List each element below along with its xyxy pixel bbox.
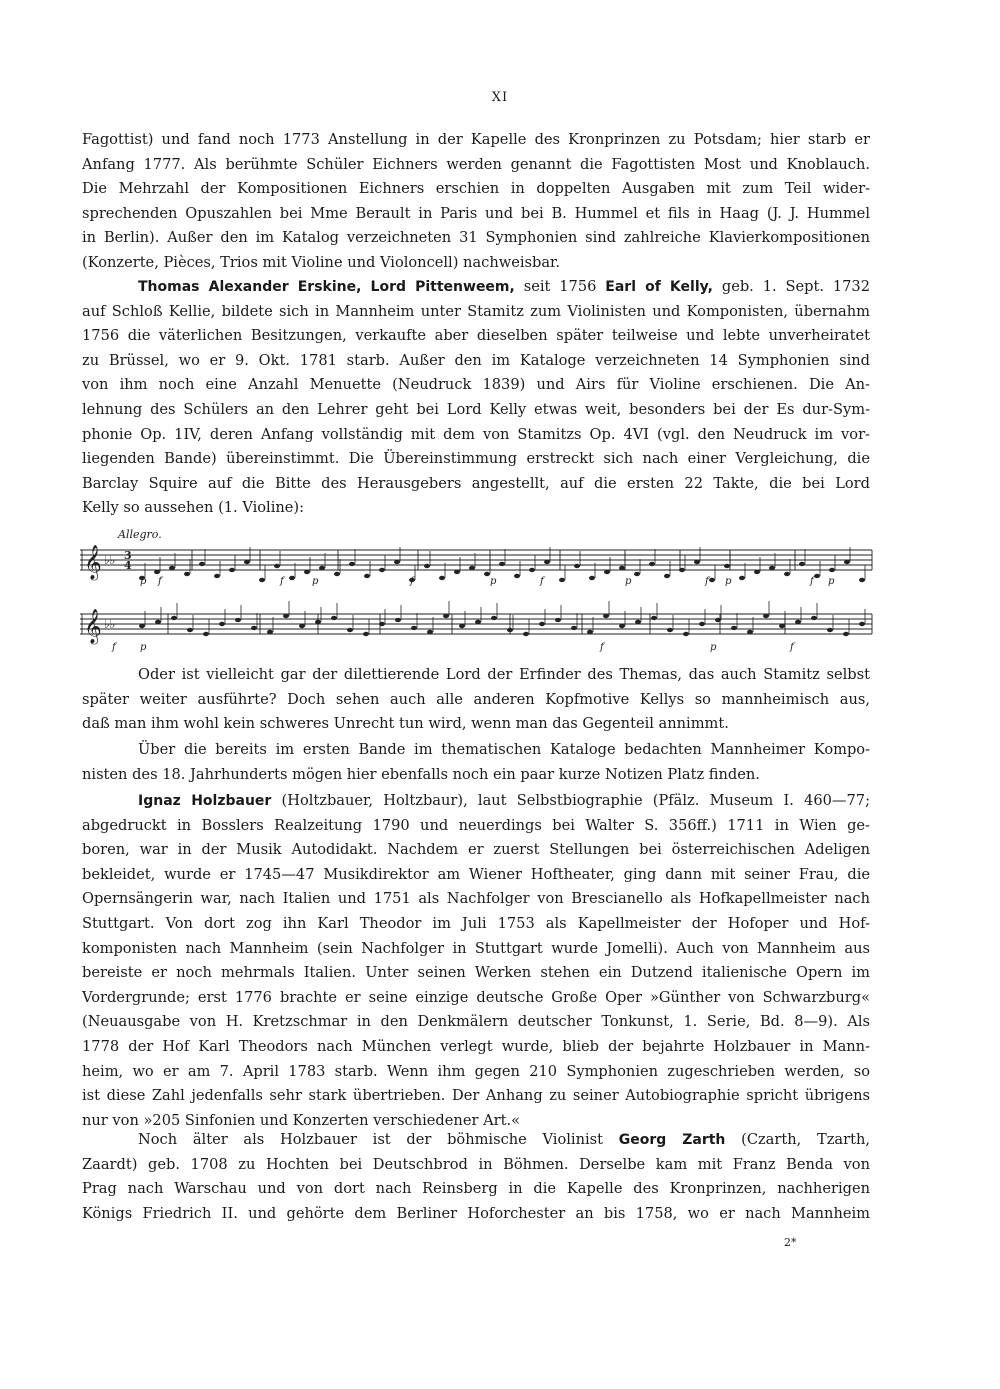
text-line: Barclay Squire auf die Bitte des Herausgebers angestellt, auf die ersten 22 Takte, die bei Lord [82,474,870,492]
note-head [649,562,655,566]
time-signature-icon: 4 [124,559,132,572]
text-line: ist diese Zahl jedenfalls sehr stark übertrieben. Der Anhang zu seiner Autobiographie spricht übrigens [82,1087,870,1105]
dynamic-mark: f [705,576,709,587]
text-line: später weiter ausführte? Doch sehen auch alle anderen Kopfmotive Kellys so mannheimisch aus, [82,690,870,708]
paragraph-eichner [82,128,870,276]
note-head [395,618,401,622]
note-head [604,570,610,574]
note-head [283,614,289,618]
note-head [304,570,310,574]
text-line: Kelly so aussehen (1. Violine): [82,499,305,517]
text-line: liegenden Bande) übereinstimmt. Die Übereinstimmung erstreckt sich nach einer Vergleichung, die [82,450,870,468]
text-line: auf Schloß Kellie, bildete sich in Mannheim unter Stamitz zum Violinisten und Komponisten, übernahm [82,302,870,320]
note-head [459,624,465,628]
dynamic-mark: p [490,576,497,587]
note-head [439,576,445,580]
note-head [619,624,625,628]
text-line: in Berlin). Außer den im Katalog verzeichneten 31 Symphonien sind zahlreiche Klavierkompositionen [82,229,870,247]
note-head [587,630,593,634]
text-line: bereiste er noch mehrmals Italien. Unter seinen Werken stehen ein Dutzend italienische Opern im [82,964,870,982]
text-line: Fagottist) und fand noch 1773 Anstellung in der Kapelle des Kronprinzen zu Potsdam; hier starb er [82,131,870,148]
dynamic-mark: f [280,576,284,587]
treble-clef-icon: 𝄞 [84,545,102,580]
note-head [219,622,225,626]
note-head [199,562,205,566]
text-line: von ihm noch eine Anzahl Menuette (Neudruck 1839) und Airs für Violine erschienen. Die An- [82,376,870,394]
note-head [267,630,273,634]
text-line: Königs Friedrich II. und gehörte dem Berliner Hoforchester an bis 1758, wo er nach Mannheim [82,1204,870,1222]
note-head [443,614,449,618]
note-head [475,620,481,624]
note-head [784,572,790,576]
note-head [289,576,295,580]
paragraph-zarth [82,1128,870,1226]
note-head [555,618,561,622]
note-head [747,630,753,634]
paragraph-dilettante [82,663,870,737]
text-fragment: seit 1756 [514,278,606,295]
note-head [651,616,657,620]
note-head [619,566,625,570]
dynamic-mark: f [810,576,814,587]
text-line: zu Brüssel, wo er 9. Okt. 1781 starb. Außer den im Kataloge verzeichneten 14 Symphonien sind [82,351,870,369]
note-head [319,566,325,570]
note-head [347,628,353,632]
note-head [539,622,545,626]
dynamic-mark: p [140,642,147,653]
note-head [454,570,460,574]
text-line: boren, war in der Musik Autodidakt. Nachdem er zuerst Stellungen bei österreichischen Adeligen [82,841,870,859]
note-head [754,570,760,574]
text-fragment: (Holtzbauer, Holtzbaur), laut Selbstbiographie (Pfälz. Museum I. 460—77; [271,792,870,809]
note-head [334,572,340,576]
note-head [411,626,417,630]
note-head [699,622,705,626]
note-head [769,566,775,570]
dynamic-mark: f [158,576,162,587]
note-head [523,632,529,636]
note-head [184,572,190,576]
text-line: Oder ist vielleicht gar der dilettierende Lord der Erfinder des Themas, das auch Stamitz selbst [138,666,870,683]
dynamic-mark: p [312,576,319,587]
text-line: Prag nach Warschau und von dort nach Reinsberg in die Kapelle des Kronprinzen, nachherigen [82,1180,870,1198]
dynamic-markings [111,576,835,653]
note-head [214,574,220,578]
text-line: sprechenden Opuszahlen bei Mme Berault in Paris und bei B. Hummel et fils in Haag (J. J. Hummel [82,204,870,222]
paragraph-holzbauer [82,789,870,1133]
note-head [574,564,580,568]
time-signature-icon: 3 [124,549,132,562]
note-head [514,574,520,578]
text-line: Opernsängerin war, nach Italien und 1751 als Nachfolger von Brescianello als Hofkapellmeister nach [82,890,870,908]
note-head [331,616,337,620]
text-fragment: Noch älter als Holzbauer ist der böhmische Violinist [138,1131,619,1148]
note-head [491,616,497,620]
text-line: Über die bereits im ersten Bande im thematischen Kataloge bedachten Mannheimer Kompo- [138,741,870,758]
note-head [259,578,265,582]
note-head [779,624,785,628]
paragraph-erskine [82,275,870,521]
note-head [724,564,730,568]
note-head [859,622,865,626]
note-head [811,616,817,620]
text-line: (Konzerte, Pièces, Trios mit Violine und Violoncell) nachweisbar. [82,253,561,271]
text-line: Stuttgart. Von dort zog ihn Karl Theodor im Juli 1753 als Kapellmeister der Hofoper und Hof- [82,914,870,932]
note-head [544,560,550,564]
note-head [589,576,595,580]
note-head [795,620,801,624]
dynamic-mark: f [112,642,116,653]
note-head [571,626,577,630]
text-line: Zaardt) geb. 1708 zu Hochten bei Deutschbrod in Böhmen. Derselbe kam mit Franz Benda von [82,1155,870,1173]
note-head [799,562,805,566]
composer-name-erskine: Thomas Alexander Erskine, Lord Pittenweem, [138,279,515,295]
note-head [315,620,321,624]
note-head [274,564,280,568]
dynamic-mark: p [625,576,632,587]
note-head [379,568,385,572]
paragraph-mannheim [82,738,870,787]
composer-name-holzbauer: Ignaz Holzbauer [138,793,272,809]
note-head [155,620,161,624]
dynamic-mark: f [600,642,604,653]
text-line: komponisten nach Mannheim (sein Nachfolger in Stuttgart wurde Jomelli). Auch von Mannheim aus [82,939,870,957]
note-head [507,628,513,632]
dynamic-mark: p [725,576,732,587]
text-line: daß man ihm wohl kein schweres Unrecht tun wird, wenn man das Gegenteil annimmt. [82,715,729,733]
note-head [299,624,305,628]
text-line: nur von »205 Sinfonien und Konzerten verschiedener Art.« [82,1111,521,1129]
note-head [244,560,250,564]
dynamic-mark: p [710,642,717,653]
key-signature-icon: ♭♭ [104,553,116,567]
staff-1 [80,550,872,570]
text-fragment: geb. 1. Sept. 1732 [712,278,870,295]
text-line [82,275,870,300]
note-head [715,618,721,622]
note-head [424,564,430,568]
text-line: Die Mehrzahl der Kompositionen Eichners erschien in doppelten Ausgaben mit zum Teil wider- [82,180,870,198]
note-head [363,632,369,636]
note-head [203,632,209,636]
note-head [139,624,145,628]
note-head [427,630,433,634]
text-line: 1778 der Hof Karl Theodors nach München verlegt wurde, blieb der bejahrte Holzbauer in Mann- [82,1037,870,1055]
text-line: nisten des 18. Jahrhunderts mögen hier ebenfalls noch ein paar kurze Notizen Platz finden. [82,765,760,783]
note-head [709,578,715,582]
note-head [694,560,700,564]
note-head [171,616,177,620]
tempo-marking: Allegro. [118,528,162,541]
note-head [379,622,385,626]
note-head [731,626,737,630]
text-line: lehnung des Schülers an den Lehrer geht bei Lord Kelly etwas weit, besonders bei der Es dur-Sym- [82,400,870,418]
text-line: bekleidet, wurde er 1745—47 Musikdirektor am Wiener Hoftheater, ging dann mit seiner Frau, die [82,865,870,883]
note-head [679,568,685,572]
signature-mark: 2* [784,1236,797,1249]
music-score [80,528,880,663]
dynamic-mark: p [828,576,835,587]
text-line: heim, wo er am 7. April 1783 starb. Wenn ihm gegen 210 Symphonien zugeschrieben werden, so [82,1062,870,1080]
note-head [635,620,641,624]
key-signature-icon: ♭♭ [104,617,116,631]
note-head [469,566,475,570]
text-line: Vordergrunde; erst 1776 brachte er seine einzige deutsche Große Oper »Günther von Schwarzburg« [82,988,870,1006]
note-head [667,628,673,632]
note-head [664,574,670,578]
text-line: (Neuausgabe von H. Kretzschmar in den Denkmälern deutscher Tonkunst, 1. Serie, Bd. 8—9). Als [82,1013,870,1031]
note-head [169,566,175,570]
note-head [829,568,835,572]
text-line [82,1128,870,1153]
note-head [187,628,193,632]
note-head [763,614,769,618]
text-fragment: (Czarth, Tzarth, [725,1131,870,1148]
dynamic-mark: f [540,576,544,587]
note-head [739,576,745,580]
title-earl-of-kelly: Earl of Kelly, [605,279,713,295]
composer-name-zarth: Georg Zarth [618,1132,726,1148]
note-head [154,570,160,574]
note-head [394,560,400,564]
dynamic-mark: f [790,642,794,653]
treble-clef-icon: 𝄞 [84,609,102,644]
note-head [229,568,235,572]
text-line [82,789,870,814]
note-head [235,618,241,622]
note-head [859,578,865,582]
note-head [814,574,820,578]
note-head [364,574,370,578]
note-head [843,632,849,636]
note-head [827,628,833,632]
note-head [603,614,609,618]
note-head [683,632,689,636]
note-head [349,562,355,566]
page-number: XI [491,90,509,105]
text-line: 1756 die väterlichen Besitzungen, verkaufte aber dieselben später teilweise und lebte unverheiratet [82,327,870,345]
note-head [251,626,257,630]
text-line: phonie Op. 1IV, deren Anfang vollständig mit dem von Stamitzs Op. 4VI (vgl. den Neudruck im vor- [82,425,870,443]
dynamic-mark: f [410,576,414,587]
text-line: Anfang 1777. Als berühmte Schüler Eichners werden genannt die Fagottisten Most und Knoblauch. [82,155,870,173]
text-line: abgedruckt in Bosslers Realzeitung 1790 und neuerdings bei Walter S. 356ff.) 1711 in Wien ge- [82,816,870,834]
dynamic-mark: p [140,576,147,587]
note-head [559,578,565,582]
note-head [499,562,505,566]
note-head [634,572,640,576]
note-head [844,560,850,564]
note-head [529,568,535,572]
